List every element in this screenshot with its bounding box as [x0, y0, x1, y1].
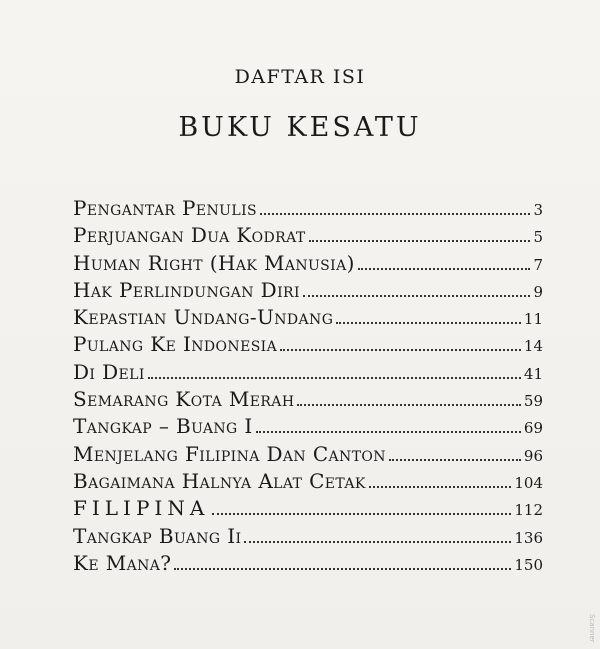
toc-entry-page: 69	[523, 419, 543, 438]
toc-entry	[73, 413, 543, 440]
toc-entry-title: Human Right (Hak Manusia)	[73, 250, 355, 275]
toc-entry-title: Perjuangan Dua Kodrat	[73, 223, 306, 248]
toc-entry-title: Semarang Kota Merah	[73, 387, 295, 412]
toc-entry-title: Ke Mana?	[73, 550, 172, 575]
toc-entry	[73, 331, 543, 358]
toc-entry-page: 11	[523, 310, 543, 329]
toc-entry	[73, 386, 543, 413]
toc-entry-title: Bagaimana Halnya Alat Cetak	[73, 468, 366, 493]
dot-leader	[244, 541, 511, 543]
toc-entry-title: Kepastian Undang-Undang	[73, 305, 334, 330]
toc-entry-title: Menjelang Filipina Dan Canton	[73, 441, 386, 466]
toc-entry-page: 136	[514, 528, 543, 547]
toc-entry-page: 5	[533, 228, 543, 247]
toc-entry	[73, 195, 543, 222]
toc-entry-title: Pengantar Penulis	[73, 196, 257, 220]
book-section-title: BUKU KESATU	[178, 112, 422, 143]
dot-leader	[369, 486, 512, 488]
toc-entry-page: 96	[523, 446, 543, 465]
toc-entry-title: Pulang Ke Indonesia	[73, 332, 278, 357]
toc-entry-title: FILIPINA	[73, 496, 210, 521]
toc-entry-page: 150	[514, 555, 543, 574]
dot-leader	[297, 404, 520, 406]
toc-entry	[73, 359, 543, 386]
dot-leader	[148, 377, 521, 379]
dot-leader	[212, 513, 511, 515]
dot-leader	[389, 459, 521, 461]
table-of-contents	[73, 195, 543, 577]
toc-entry-page: 14	[523, 337, 543, 356]
dot-leader	[260, 213, 530, 215]
scanner-watermark: Scanner	[588, 614, 596, 643]
toc-entry-page: 59	[523, 392, 543, 411]
toc-entry-title: Tangkap – Buang I	[73, 414, 253, 439]
toc-entry	[73, 222, 543, 249]
toc-entry-title: Tangkap Buang Ii	[73, 523, 242, 548]
toc-entry-page: 3	[533, 201, 543, 219]
toc-entry-page: 112	[514, 501, 543, 520]
toc-entry-title: Di Deli	[73, 359, 145, 384]
toc-entry	[73, 250, 543, 277]
toc-entry	[73, 523, 543, 550]
dot-leader	[358, 268, 531, 270]
toc-entry	[73, 495, 543, 522]
toc-entry	[73, 550, 543, 577]
toc-entry	[73, 277, 543, 304]
toc-entry	[73, 441, 543, 468]
toc-entry	[73, 304, 543, 331]
dot-leader	[309, 240, 531, 242]
toc-entry-title: Hak Perlindungan Diri	[73, 277, 300, 302]
dot-leader	[303, 295, 531, 297]
dot-leader	[256, 431, 521, 433]
toc-entry-page: 41	[523, 364, 543, 383]
toc-entry	[73, 468, 543, 495]
dot-leader	[174, 568, 511, 570]
dot-leader	[280, 349, 521, 351]
toc-entry-page: 9	[533, 282, 543, 301]
toc-entry-page: 7	[533, 255, 543, 274]
toc-entry-page: 104	[514, 473, 543, 492]
dot-leader	[336, 322, 521, 324]
page-title: DAFTAR ISI	[234, 66, 366, 88]
